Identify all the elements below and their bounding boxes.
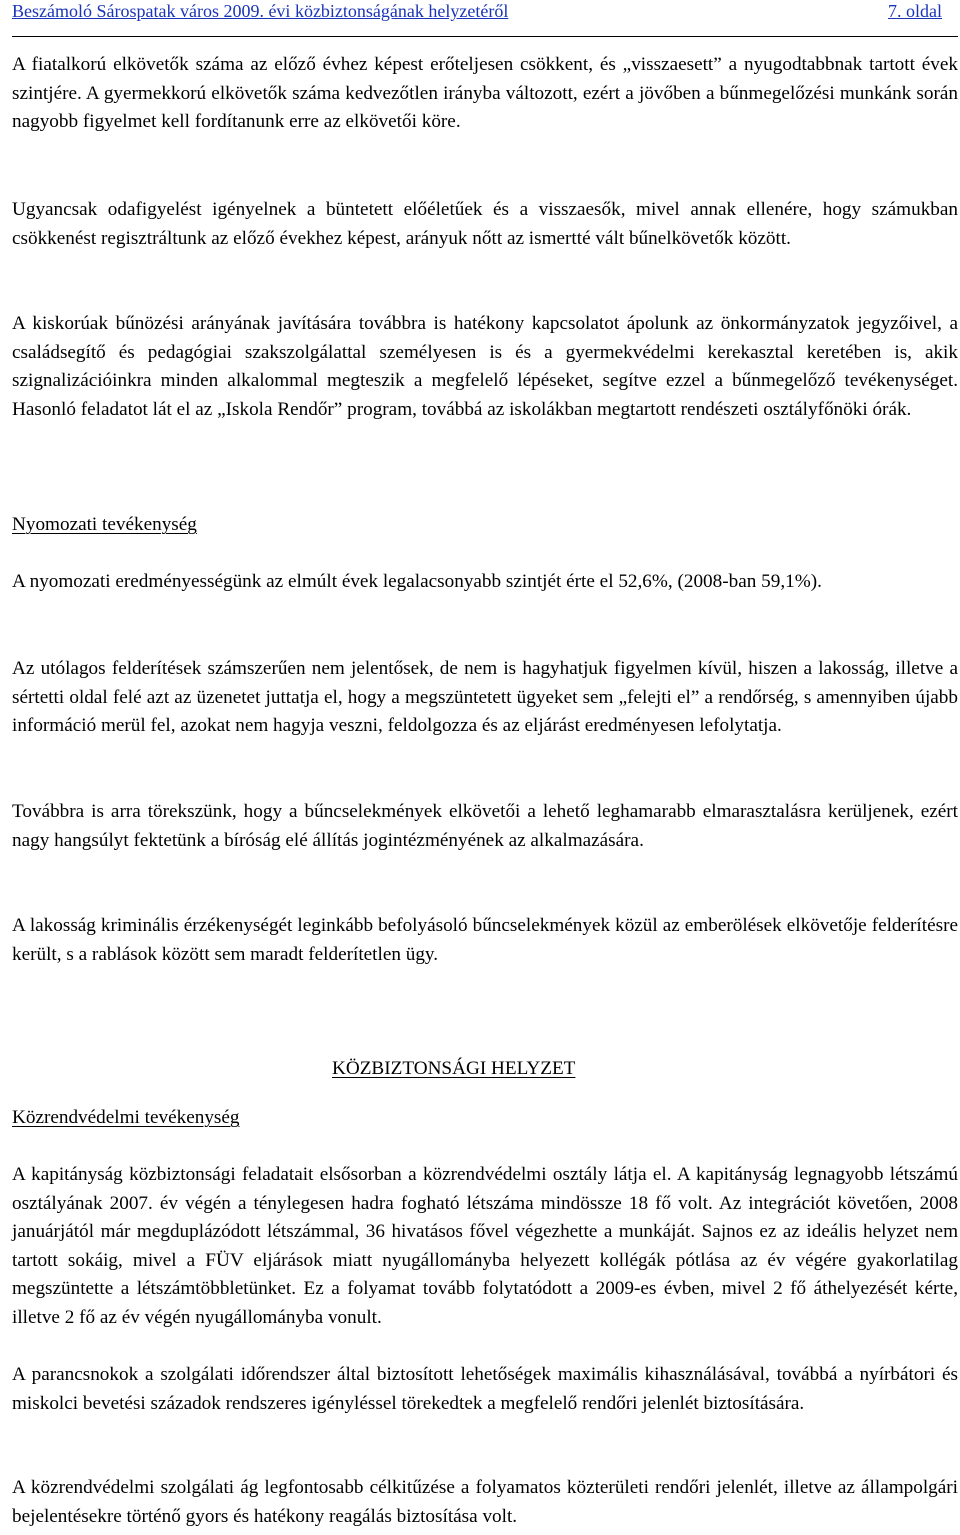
paragraph-criminal-sensitivity: A lakosság kriminális érzékenységét leginkább befolyásoló bűncselekmények közül az emberölések elkövetője felderítésre került, s a rablások között sem maradt felderítetlen ügy. <box>12 915 958 965</box>
heading-investigation: Nyomozati tevékenység <box>12 514 197 535</box>
page-header <box>12 0 958 37</box>
heading-public-order: Közrendvédelmi tevékenység <box>12 1107 240 1128</box>
paragraph-minors-prevention: A kiskorúak bűnözési arányának javítására továbbra is hatékony kapcsolatot ápolunk az önkormányzatok jegyzőivel, a családsegítő és pedagógiai szakszolgálattal személyesen is és a gyermekvédelmi kerekasztal keretében is, akik szignalizációinkra minden alkalommal megteszik a megfelelő lépéseket, segítve ezzel a bűnmegelőző tevékenységet. Hasonló feladatot lát el az „Iskola Rendőr” program, továbbá az iskolákban megtartott rendészeti osztályfőnöki órák. <box>12 313 958 420</box>
header-title: Beszámoló Sárospatak város 2009. évi közbiztonságának helyzetéről <box>12 1 509 21</box>
paragraph-juvenile-offenders: A fiatalkorú elkövetők száma az előző évhez képest erőteljesen csökkent, és „visszaesett” a nyugodtabbnak tartott évek szintjére. A gyermekkorú elkövetők száma kedvezőtlen irányba változott, ezért a jövőben a bűnmegelőzési munkánk során nagyobb figyelmet kell fordítanunk erre az elkövetői köre. <box>12 54 958 133</box>
paragraph-repeat-offenders: Ugyancsak odafigyelést igényelnek a büntetett előéletűek és a visszaesők, mivel annak ellenére, hogy számukban csökkenést regisztráltunk az előző évekhez képest, arányuk nőtt az ismertté vált bűnelkövetők között. <box>12 199 958 249</box>
document-page <box>12 0 958 1527</box>
section-title-public-safety: KÖZBIZTONSÁGI HELYZET <box>332 1058 576 1079</box>
page-number: 7. oldal <box>888 1 942 21</box>
paragraph-subsequent-detection: Az utólagos felderítések számszerűen nem jelentősek, de nem is hagyhatjuk figyelmen kívül, hiszen a lakosság, illetve a sértetti oldal felé azt az üzenetet juttatja el, hogy a megszüntetett ügyeket sem „felejti el” a rendőrség, s amennyiben újabb információ merül fel, azokat nem hagyja veszni, feldolgozza és az eljárást eredményesen lefolytatja. <box>12 658 958 737</box>
paragraph-investigation-rate: A nyomozati eredményességünk az elmúlt évek legalacsonyabb szintjét érte el 52,6%, (2008-ban 59,1%). <box>12 571 822 592</box>
paragraph-staffing: A kapitányság közbiztonsági feladatait elsősorban a közrendvédelmi osztály látja el. A kapitányság legnagyobb létszámú osztályának 2007. év végén a ténylegesen hadra fogható létszáma mindössze 18 fő volt. Az integrációt követően, 2008 januárjától már megduplázódott létszámmal, 36 hivatásos fővel végezhette a munkáját. Sajnos ez az ideális helyzet nem tartott sokáig, mivel a FÜV eljárások miatt nyugállományba helyezett kollégák pótlása az év végére gyakorlatilag megszüntette a létszámtöbbletünket. Ez a folyamat tovább folytatódott a 2009-es évben, mivel 2 fő áthelyezését kérte, illetve 2 fő az év végén nyugállományba vonult. <box>12 1164 958 1328</box>
paragraph-commanders: A parancsnokok a szolgálati időrendszer által biztosított lehetőségek maximális kihasználásával, továbbá a nyírbátori és miskolci bevetési századok rendszeres igényléssel törekedtek a megfelelő rendőri jelenlét biztosítására. <box>12 1364 958 1414</box>
paragraph-court-referral: Továbbra is arra törekszünk, hogy a bűncselekmények elkövetői a lehető leghamarabb elmarasztalásra kerüljenek, ezért nagy hangsúlyt fektetünk a bíróság elé állítás jogintézményének az alkalmazására. <box>12 801 958 851</box>
paragraph-public-order-goal: A közrendvédelmi szolgálati ág legfontosabb célkitűzése a folyamatos közterületi rendőri jelenlét, illetve az állampolgári bejelentésekre történő gyors és hatékony reagálás biztosítása volt. <box>12 1477 958 1527</box>
